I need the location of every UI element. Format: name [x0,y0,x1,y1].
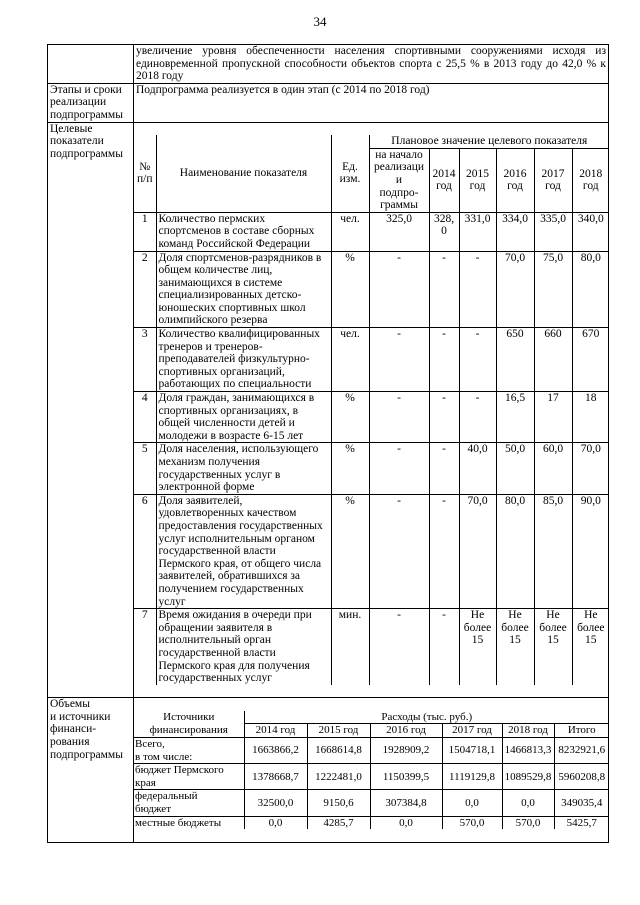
fin-header-year-2014: 2014 год [244,724,307,738]
goal-row-label [48,45,134,84]
indicator-name: Количество квалифицированных тренеров и тренеров-преподавателей физкультурно-спортивных организаций, работающих по специальности [156,328,331,392]
indicators-header-row [134,135,609,148]
indicator-unit: мин. [331,609,369,685]
financing-row-item [134,790,609,816]
funding-value-2014: 32500,0 [244,790,307,816]
funding-value-total: 349035,4 [554,790,609,816]
indicator-name: Количество пермских спортсменов в составе сборных команд Российской Федерации [156,212,331,251]
header-indicator-name: Наименование показателя [156,135,331,212]
header-unit: Ед. изм. [331,135,369,212]
indicator-value-2017: 60,0 [534,443,572,494]
indicator-value-2015: 331,0 [459,212,496,251]
fin-header-year-2017: 2017 год [442,724,502,738]
funding-value-2016: 307384,8 [370,790,442,816]
header-year-2015: 2015 год [459,148,496,212]
financing-header-row [134,711,609,724]
funding-value-2015: 9150,6 [307,790,370,816]
financing-body [134,738,609,830]
indicator-value-2016: 16,5 [496,392,534,443]
indicator-value-2018: 70,0 [572,443,609,494]
indicator-value-2018: Не более 15 [572,609,609,685]
indicator-value-2014: - [429,328,459,392]
indicator-unit: % [331,443,369,494]
indicator-name: Время ожидания в очереди при обращении заявителя в исполнительный орган государственной власти Пермского края для получения государственных услуг [156,609,331,685]
funding-value-total: 5425,7 [554,816,609,829]
indicator-name: Доля спортсменов-разрядников в общем количестве лиц, занимающихся в системе специализированных детско-юношеских спортивных школ олимпийского резерва [156,251,331,328]
indicator-unit: % [331,392,369,443]
indicator-value-2014: - [429,443,459,494]
funding-value-2017: 570,0 [442,816,502,829]
indicator-unit: чел. [331,328,369,392]
funding-value-2015: 1668614,8 [307,738,370,764]
indicator-value-start: - [369,494,429,608]
header-year-2017: 2017 год [534,148,572,212]
indicators-table [134,135,609,685]
funding-value-2016: 1150399,5 [370,764,442,790]
indicator-value-start: - [369,443,429,494]
funding-value-2016: 0,0 [370,816,442,829]
indicator-value-2015: 70,0 [459,494,496,608]
indicator-value-2017: 335,0 [534,212,572,251]
indicator-row [134,443,609,494]
header-year-2016: 2016 год [496,148,534,212]
funding-value-2015: 4285,7 [307,816,370,829]
funding-value-2017: 0,0 [442,790,502,816]
indicator-value-2017: Не более 15 [534,609,572,685]
indicator-row [134,392,609,443]
indicator-value-2016: 650 [496,328,534,392]
funding-source: Всего, в том числе: [134,738,244,764]
indicators-row-label: Целевые показатели подпрограммы [48,122,134,698]
funding-value-2018: 1089529,8 [502,764,554,790]
fin-header-total: Итого [554,724,609,738]
indicator-value-start: - [369,609,429,685]
financing-row-label: Объемы и источники финанси- рования подпрограммы [48,698,134,843]
indicator-value-2018: 340,0 [572,212,609,251]
header-expenses: Расходы (тыс. руб.) [244,711,609,724]
funding-value-2017: 1504718,1 [442,738,502,764]
header-number: № п/п [134,135,156,212]
indicator-value-2018: 670 [572,328,609,392]
stages-row-text: Подпрограмма реализуется в один этап (с 2014 по 2018 год) [134,83,609,122]
indicator-number: 5 [134,443,156,494]
indicator-unit: чел. [331,212,369,251]
indicator-value-2015: - [459,392,496,443]
indicator-value-2015: 40,0 [459,443,496,494]
indicator-value-2014: - [429,392,459,443]
indicator-value-2014: - [429,251,459,328]
funding-value-2014: 1663866,2 [244,738,307,764]
indicator-value-start: - [369,328,429,392]
indicator-value-2016: Не более 15 [496,609,534,685]
stages-row [48,83,609,122]
financing-row-item [134,738,609,764]
header-year-2014: 2014 год [429,148,459,212]
indicator-value-2017: 85,0 [534,494,572,608]
indicator-value-start: - [369,392,429,443]
indicator-value-2017: 17 [534,392,572,443]
funding-value-2018: 0,0 [502,790,554,816]
indicators-cell [134,122,609,698]
indicator-row [134,609,609,685]
indicator-row [134,328,609,392]
header-year-2018: 2018 год [572,148,609,212]
indicator-number: 4 [134,392,156,443]
goal-row [48,45,609,84]
indicator-value-2015: Не более 15 [459,609,496,685]
indicator-value-start: - [369,251,429,328]
funding-source: местные бюджеты [134,816,244,829]
financing-row [48,698,609,843]
indicator-row [134,251,609,328]
goal-row-text: увеличение уровня обеспеченности населения спортивными сооружениями исходя из единовременной пропускной способности объектов спорта с 25,5 % в 2013 году до 42,0 % к 2018 году [134,45,609,84]
indicator-number: 6 [134,494,156,608]
funding-value-2014: 0,0 [244,816,307,829]
funding-value-2017: 1119129,8 [442,764,502,790]
fin-header-year-2018: 2018 год [502,724,554,738]
indicator-value-2017: 75,0 [534,251,572,328]
funding-value-2014: 1378668,7 [244,764,307,790]
indicator-name: Доля заявителей, удовлетворенных качеством предоставления государственных услуг исполнительным органом государственной власти Пермского края, от общего числа заявителей, обратившихся за получением государственных услуг [156,494,331,608]
indicator-name: Доля граждан, занимающихся в спортивных организациях, в общей численности детей и молодежи в возрасте 6-15 лет [156,392,331,443]
indicators-row [48,122,609,698]
header-funding-source: Источники финансирования [134,711,244,738]
indicator-value-start: 325,0 [369,212,429,251]
header-planned-value: Плановое значение целевого показателя [369,135,609,148]
financing-table [134,711,609,829]
indicator-value-2015: - [459,328,496,392]
indicator-value-2016: 80,0 [496,494,534,608]
stages-row-label: Этапы и сроки реализации подпрограммы [48,83,134,122]
indicator-value-2014: - [429,609,459,685]
financing-row-item [134,816,609,829]
funding-source: федеральный бюджет [134,790,244,816]
indicators-body [134,212,609,684]
funding-value-total: 8232921,6 [554,738,609,764]
indicator-value-2016: 334,0 [496,212,534,251]
indicator-value-2018: 80,0 [572,251,609,328]
financing-row-item [134,764,609,790]
indicator-value-2016: 70,0 [496,251,534,328]
indicator-value-2018: 90,0 [572,494,609,608]
indicator-value-2014: - [429,494,459,608]
financing-cell [134,698,609,843]
subprogram-passport-table [47,44,609,843]
indicator-value-2016: 50,0 [496,443,534,494]
funding-value-2018: 1466813,3 [502,738,554,764]
fin-header-year-2015: 2015 год [307,724,370,738]
funding-source: бюджет Пермского края [134,764,244,790]
indicator-value-2018: 18 [572,392,609,443]
indicator-name: Доля населения, использующего механизм получения государственных услуг в электронной форме [156,443,331,494]
indicator-number: 3 [134,328,156,392]
fin-header-year-2016: 2016 год [370,724,442,738]
funding-value-2015: 1222481,0 [307,764,370,790]
page-number: 34 [313,14,327,29]
indicator-unit: % [331,251,369,328]
indicator-value-2014: 328,0 [429,212,459,251]
indicator-value-2017: 660 [534,328,572,392]
indicator-value-2015: - [459,251,496,328]
indicator-number: 1 [134,212,156,251]
indicator-number: 7 [134,609,156,685]
funding-value-2016: 1928909,2 [370,738,442,764]
header-start-value: на начало реализации подпро- граммы [369,148,429,212]
indicator-row [134,212,609,251]
indicator-row [134,494,609,608]
funding-value-2018: 570,0 [502,816,554,829]
indicator-number: 2 [134,251,156,328]
indicator-unit: % [331,494,369,608]
funding-value-total: 5960208,8 [554,764,609,790]
